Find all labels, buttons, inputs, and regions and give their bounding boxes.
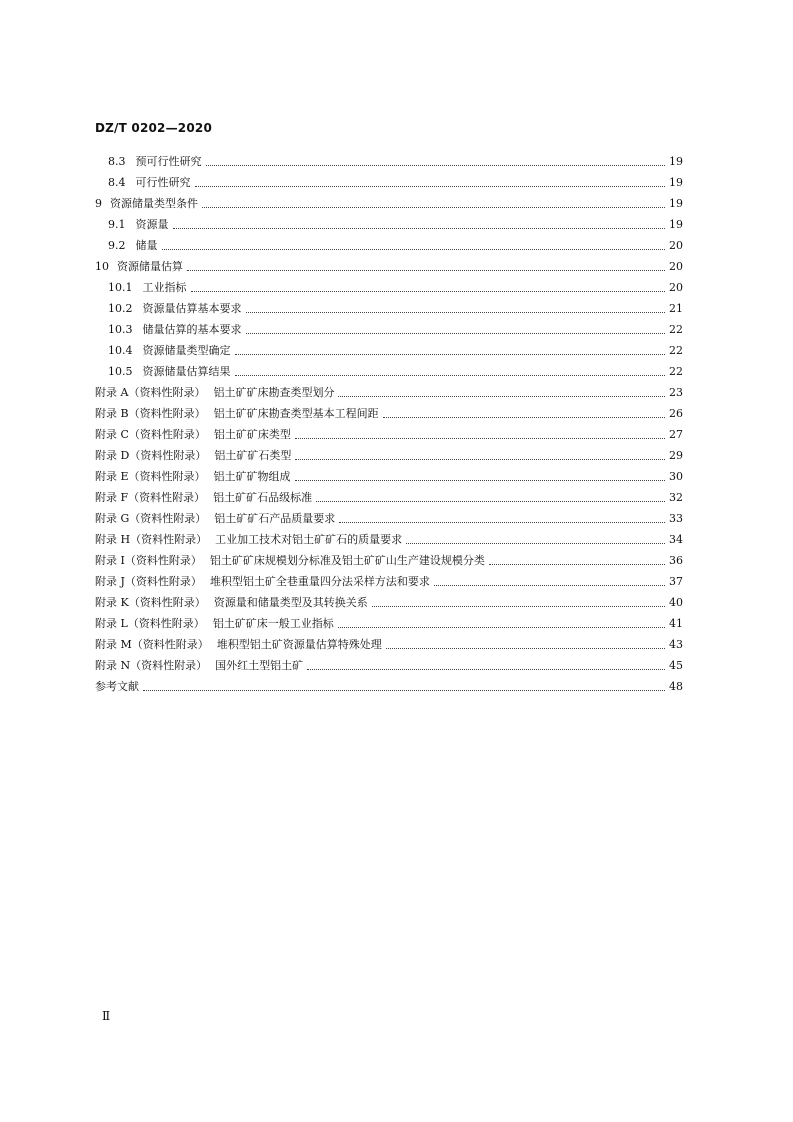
toc-entry-title: 铝土矿矿物组成 xyxy=(213,470,291,483)
toc-entry-number: 附录 D（资料性附录） xyxy=(95,449,207,462)
dot-leader xyxy=(191,290,666,292)
dot-leader xyxy=(173,227,666,229)
dot-leader xyxy=(295,458,665,460)
toc-entry-number: 附录 I（资料性附录） xyxy=(95,554,202,567)
toc-entry-page: 48 xyxy=(669,680,683,693)
toc-entry-title: 国外红土型铝土矿 xyxy=(215,659,304,672)
toc-entry-number: 附录 G（资料性附录） xyxy=(95,512,207,525)
document-code: DZ/T 0202—2020 xyxy=(95,121,213,135)
toc-entry-title: 铝土矿矿石品级标准 xyxy=(213,491,313,504)
toc-entry-number: 附录 H（资料性附录） xyxy=(95,533,208,546)
toc-entry-title: 铝土矿矿石产品质量要求 xyxy=(214,512,336,525)
toc-entry-number: 10.4 xyxy=(108,344,133,357)
toc-entry-page: 30 xyxy=(669,470,683,483)
dot-leader xyxy=(235,374,666,376)
toc-entry[interactable] xyxy=(95,298,683,319)
dot-leader xyxy=(195,185,666,187)
toc-entry-title: 工业加工技术对铝土矿矿石的质量要求 xyxy=(215,533,403,546)
toc-entry[interactable] xyxy=(95,571,683,592)
toc-entry-title: 铝土矿矿床勘查类型基本工程间距 xyxy=(213,407,379,420)
toc-entry-number: 附录 E（资料性附录） xyxy=(95,470,206,483)
dot-leader xyxy=(316,500,665,502)
toc-entry-title: 可行性研究 xyxy=(135,176,191,189)
toc-entry-number: 8.4 xyxy=(108,176,126,189)
toc-entry[interactable] xyxy=(95,319,683,340)
toc-entry-page: 22 xyxy=(669,365,683,378)
page-number: Ⅱ xyxy=(102,1009,111,1023)
dot-leader xyxy=(383,416,665,418)
toc-entry-number: 10 xyxy=(95,260,109,273)
toc-entry-page: 19 xyxy=(669,176,683,189)
dot-leader xyxy=(162,248,666,250)
toc-entry[interactable] xyxy=(95,235,683,256)
toc-entry[interactable] xyxy=(95,466,683,487)
toc-entry-title: 预可行性研究 xyxy=(135,155,202,168)
dot-leader xyxy=(406,542,665,544)
toc-entry[interactable] xyxy=(95,214,683,235)
toc-entry[interactable] xyxy=(95,508,683,529)
toc-entry-number: 8.3 xyxy=(108,155,126,168)
dot-leader xyxy=(338,395,665,397)
toc-entry[interactable] xyxy=(95,340,683,361)
toc-entry-title: 资源量和储量类型及其转换关系 xyxy=(213,596,368,609)
toc-entry-page: 32 xyxy=(669,491,683,504)
toc-entry-page: 37 xyxy=(669,575,683,588)
dot-leader xyxy=(202,206,665,208)
dot-leader xyxy=(338,626,665,628)
toc-entry-number: 9 xyxy=(95,197,102,210)
toc-entry-page: 43 xyxy=(669,638,683,651)
toc-entry-page: 21 xyxy=(669,302,683,315)
toc-entry-page: 20 xyxy=(669,239,683,252)
toc-entry-page: 29 xyxy=(669,449,683,462)
toc-entry-number: 附录 J（资料性附录） xyxy=(95,575,202,588)
toc-entry[interactable] xyxy=(95,529,683,550)
toc-entry-number: 附录 F（资料性附录） xyxy=(95,491,206,504)
toc-entry-page: 45 xyxy=(669,659,683,672)
toc-entry[interactable] xyxy=(95,424,683,445)
dot-leader xyxy=(434,584,665,586)
dot-leader xyxy=(206,164,666,166)
toc-entry[interactable] xyxy=(95,592,683,613)
toc-entry-title: 铝土矿矿床勘查类型划分 xyxy=(213,386,335,399)
toc-entry[interactable] xyxy=(95,445,683,466)
toc-entry-number: 10.3 xyxy=(108,323,133,336)
toc-entry-number: 附录 N（资料性附录） xyxy=(95,659,208,672)
dot-leader xyxy=(295,479,665,481)
toc-entry-number: 附录 K（资料性附录） xyxy=(95,596,206,609)
toc-entry-page: 34 xyxy=(669,533,683,546)
dot-leader xyxy=(339,521,665,523)
toc-entry-title: 储量 xyxy=(135,239,158,252)
toc-entry-title: 堆积型铝土矿资源量估算特殊处理 xyxy=(216,638,382,651)
dot-leader xyxy=(187,269,665,271)
toc-entry-title: 参考文献 xyxy=(95,680,139,693)
dot-leader xyxy=(246,332,666,334)
toc-entry-page: 20 xyxy=(669,260,683,273)
toc-entry-title: 储量估算的基本要求 xyxy=(142,323,242,336)
dot-leader xyxy=(246,311,666,313)
toc-entry-page: 23 xyxy=(669,386,683,399)
dot-leader xyxy=(235,353,666,355)
toc-entry[interactable] xyxy=(95,361,683,382)
toc-entry[interactable] xyxy=(95,382,683,403)
toc-entry-page: 27 xyxy=(669,428,683,441)
toc-entry[interactable] xyxy=(95,193,683,214)
toc-entry-page: 19 xyxy=(669,197,683,210)
toc-entry-number: 附录 A（资料性附录） xyxy=(95,386,206,399)
toc-entry-page: 20 xyxy=(669,281,683,294)
dot-leader xyxy=(143,689,665,691)
toc-entry-number: 9.1 xyxy=(108,218,126,231)
toc-entry-page: 22 xyxy=(669,344,683,357)
toc-entry[interactable] xyxy=(95,256,683,277)
toc-entry-title: 资源储量估算结果 xyxy=(142,365,231,378)
dot-leader xyxy=(386,647,665,649)
toc-entry-page: 19 xyxy=(669,155,683,168)
toc-entry-title: 资源储量类型条件 xyxy=(110,197,198,210)
toc-entry-number: 附录 C（资料性附录） xyxy=(95,428,206,441)
toc-entry[interactable] xyxy=(95,613,683,634)
toc-entry[interactable] xyxy=(95,655,683,676)
toc-entry[interactable] xyxy=(95,634,683,655)
toc-entry[interactable] xyxy=(95,403,683,424)
table-of-contents xyxy=(95,151,683,697)
toc-entry-title: 资源储量类型确定 xyxy=(142,344,231,357)
toc-entry[interactable] xyxy=(95,172,683,193)
toc-entry-page: 26 xyxy=(669,407,683,420)
toc-entry[interactable] xyxy=(95,277,683,298)
toc-entry-title: 资源量估算基本要求 xyxy=(142,302,242,315)
toc-entry-title: 资源量 xyxy=(135,218,169,231)
toc-entry[interactable] xyxy=(95,151,683,172)
toc-entry-page: 33 xyxy=(669,512,683,525)
toc-entry-page: 22 xyxy=(669,323,683,336)
toc-entry[interactable] xyxy=(95,550,683,571)
toc-entry-number: 10.1 xyxy=(108,281,133,294)
toc-entry[interactable] xyxy=(95,487,683,508)
dot-leader xyxy=(307,668,665,670)
toc-entry-number: 9.2 xyxy=(108,239,126,252)
toc-entry-title: 堆积型铝土矿全巷重量四分法采样方法和要求 xyxy=(209,575,430,588)
dot-leader xyxy=(489,563,665,565)
toc-entry-number: 10.2 xyxy=(108,302,133,315)
toc-entry-number: 附录 M（资料性附录） xyxy=(95,638,209,651)
toc-entry-title: 资源储量估算 xyxy=(117,260,183,273)
toc-entry-number: 附录 B（资料性附录） xyxy=(95,407,206,420)
toc-entry-page: 36 xyxy=(669,554,683,567)
toc-entry-title: 工业指标 xyxy=(142,281,187,294)
toc-entry-title: 铝土矿矿床类型 xyxy=(213,428,291,441)
toc-entry[interactable] xyxy=(95,676,683,697)
toc-entry-page: 40 xyxy=(669,596,683,609)
toc-entry-title: 铝土矿矿床规模划分标准及铝土矿矿山生产建设规模分类 xyxy=(209,554,485,567)
toc-entry-number: 附录 L（资料性附录） xyxy=(95,617,205,630)
dot-leader xyxy=(372,605,665,607)
toc-entry-number: 10.5 xyxy=(108,365,133,378)
toc-entry-title: 铝土矿矿石类型 xyxy=(214,449,292,462)
toc-entry-page: 41 xyxy=(669,617,683,630)
toc-entry-page: 19 xyxy=(669,218,683,231)
toc-entry-title: 铝土矿矿床一般工业指标 xyxy=(212,617,334,630)
dot-leader xyxy=(295,437,665,439)
